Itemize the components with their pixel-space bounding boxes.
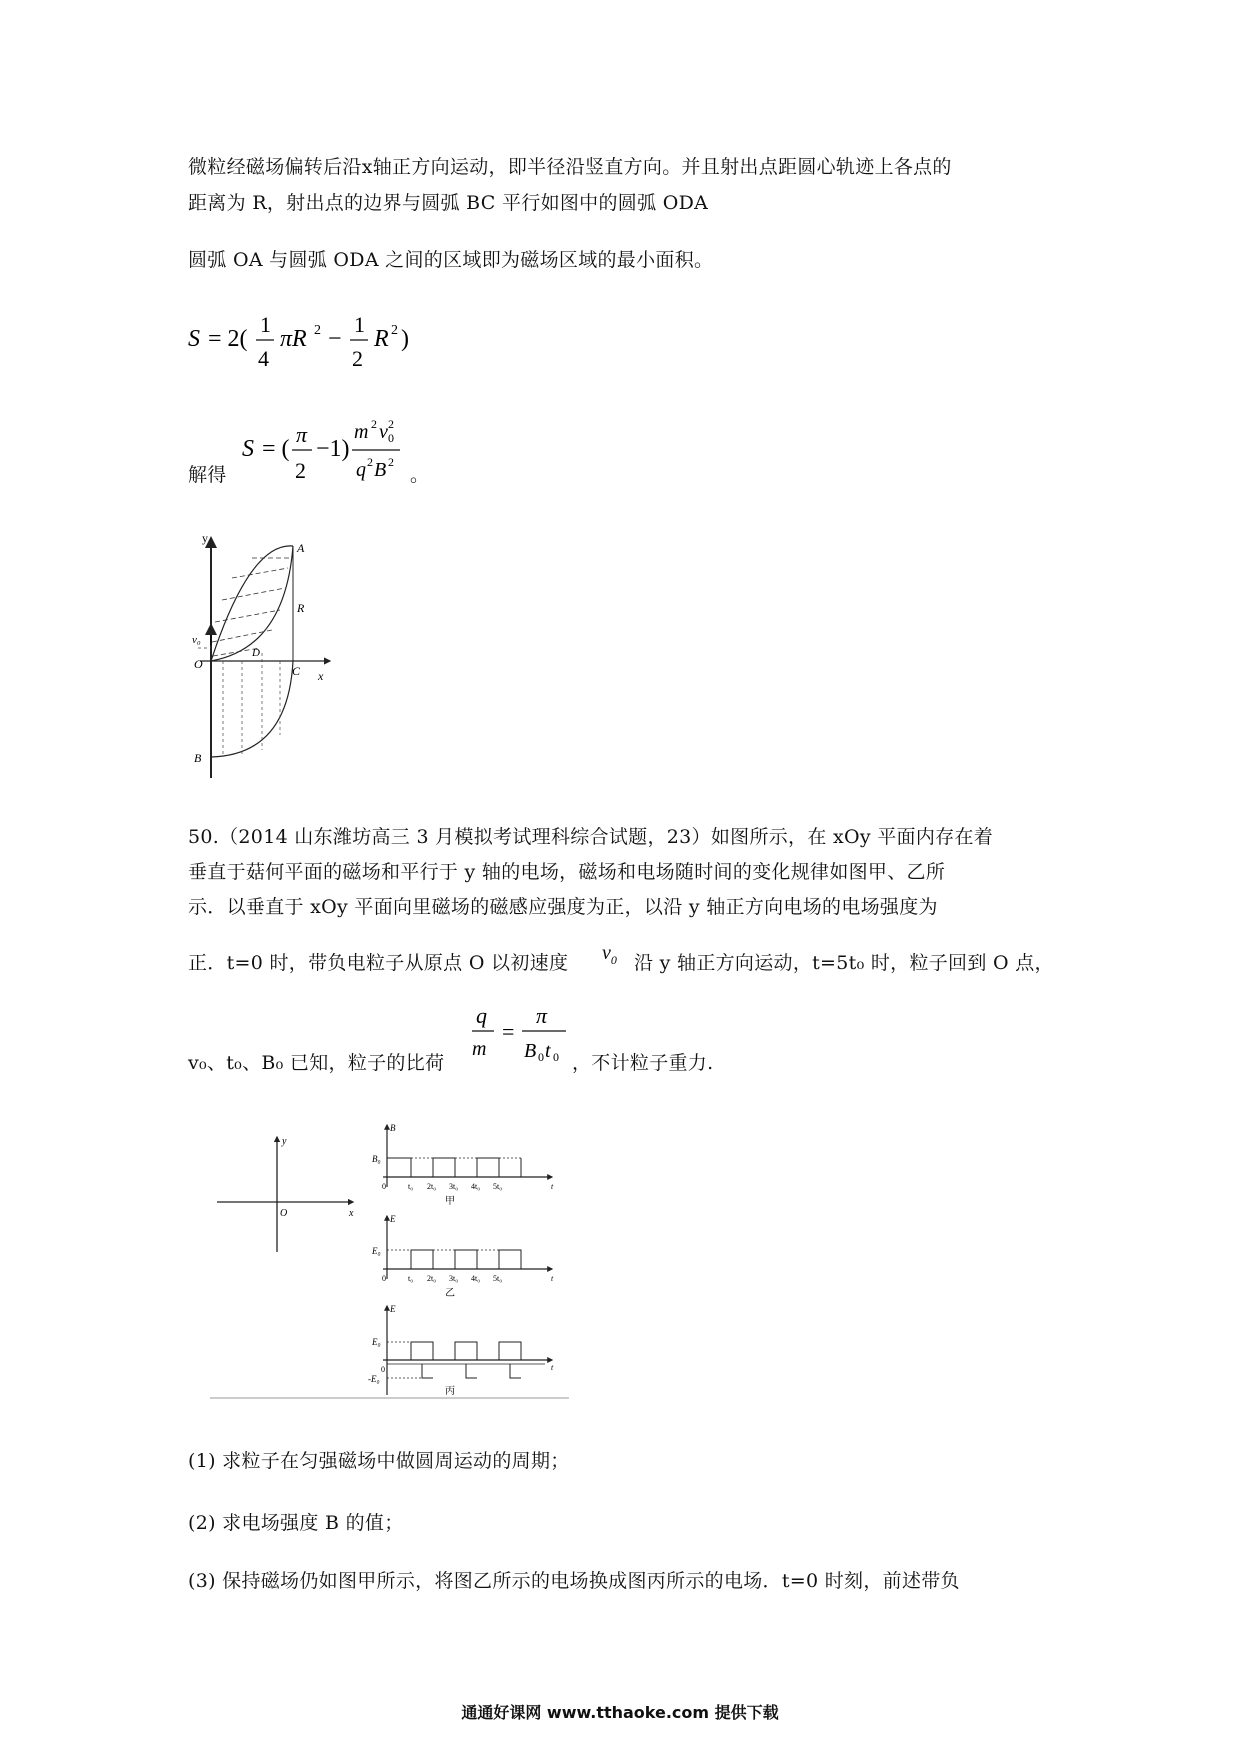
bing-zero: 0 [381, 1365, 385, 1374]
svg-text:t: t [545, 1040, 551, 1062]
fig1-label-C: C [292, 664, 301, 678]
svg-text:1: 1 [260, 312, 271, 337]
svg-text:0: 0 [538, 1050, 544, 1064]
svg-text:2: 2 [371, 417, 377, 431]
xoy-plane [217, 1136, 354, 1252]
fig2-label-y: y [282, 1136, 287, 1147]
area-formula [188, 310, 418, 372]
svg-text:): ) [401, 326, 409, 352]
jia-tick: 3t₀ [449, 1182, 459, 1191]
chart-jia-B [372, 1123, 554, 1207]
text-line: 沿 y 轴正方向运动，t=5t₀ 时，粒子回到 O 点， [634, 952, 1054, 974]
yi-zero: 0 [382, 1274, 386, 1283]
jia-tick: t₀ [408, 1182, 414, 1191]
svg-text:2: 2 [391, 323, 398, 338]
text-line: 微粒经磁场偏转后沿x轴正方向运动，即半径沿竖直方向。并且射出点距圆心轨迹上各点的 [188, 156, 952, 178]
caption-yi: 乙 [445, 1288, 455, 1299]
yi-tick: t₀ [408, 1274, 414, 1283]
text-line: v₀、t₀、B₀ 已知，粒子的比荷 [188, 1052, 445, 1074]
svg-text:m: m [472, 1038, 487, 1060]
solve-end: 。 [410, 464, 430, 486]
svg-text:= 2(: = 2( [208, 326, 248, 352]
page-footer: 通通好课网 www.tthaoke.com 提供下载 [461, 1703, 779, 1722]
text-line: 示．以垂直于 xOy 平面向里磁场的磁感应强度为正，以沿 y 轴正方向电场的电场强度为 [188, 896, 938, 918]
fig2-label-x: x [349, 1208, 354, 1219]
sub-question-3: (3) 保持磁场仍如图甲所示，将图乙所示的电场换成图丙所示的电场．t=0 时刻，前述带负 [188, 1570, 960, 1592]
fig2-label-O: O [280, 1208, 288, 1219]
svg-text:S: S [242, 436, 254, 462]
svg-text:π: π [296, 422, 308, 447]
jia-tick: 5t₀ [493, 1182, 503, 1191]
fig1-label-A: A [297, 541, 305, 555]
svg-text:πR: πR [280, 326, 307, 352]
svg-text:2: 2 [388, 417, 394, 431]
yi-tick: 2t₀ [427, 1274, 437, 1283]
solve-label: 解得 [188, 464, 227, 486]
svg-text:2: 2 [388, 455, 394, 469]
bing-label-E0: E₀ [372, 1337, 381, 1347]
yi-tick: 4t₀ [471, 1274, 481, 1283]
svg-text:m: m [354, 421, 369, 443]
yi-label-E0: E₀ [372, 1246, 381, 1256]
bing-axis-E: E [390, 1304, 396, 1314]
jia-tick: 2t₀ [427, 1182, 437, 1191]
yi-tick: 5t₀ [493, 1274, 503, 1283]
caption-bing: 丙 [445, 1386, 455, 1397]
text-line: 正．t=0 时，带负电粒子从原点 O 以初速度 [188, 952, 569, 974]
svg-text:2: 2 [352, 346, 363, 371]
svg-text:1: 1 [354, 312, 365, 337]
svg-text:S: S [188, 326, 200, 352]
svg-text:0: 0 [553, 1050, 559, 1064]
figure-field-graphs [205, 1112, 575, 1402]
svg-text:B: B [374, 459, 387, 481]
svg-text:2: 2 [367, 455, 373, 469]
svg-text:q: q [356, 459, 366, 481]
text-line: 50.（2014 山东潍坊高三 3 月模拟考试理科综合试题，23）如图所示，在 xOy 平面内存在着 [188, 826, 994, 848]
svg-text:2: 2 [295, 458, 306, 483]
result-formula [240, 410, 410, 490]
text-line: 垂直于菇何平面的磁场和平行于 y 轴的电场，磁场和电场随时间的变化规律如图甲、乙所 [188, 861, 946, 883]
yi-axis-E: E [390, 1214, 396, 1224]
figure-magnetic-region [180, 530, 360, 780]
text-line: 距离为 R，射出点的边界与圆弧 BC 平行如图中的圆弧 ODA [188, 192, 709, 214]
jia-axis-t: t [551, 1182, 554, 1191]
charge-ratio-formula [470, 995, 570, 1071]
caption-jia: 甲 [445, 1196, 455, 1207]
svg-text:=: = [502, 1019, 515, 1044]
svg-text:2: 2 [314, 323, 321, 338]
svg-text:0: 0 [388, 431, 394, 445]
chart-yi-E [371, 1214, 554, 1299]
text-line: 圆弧 OA 与圆弧 ODA 之间的区域即为磁场区域的最小面积。 [188, 249, 714, 271]
sub-question-2: (2) 求电场强度 B 的值； [188, 1512, 404, 1534]
fig1-label-v0: v₀ [192, 634, 201, 646]
svg-text:B: B [524, 1040, 537, 1062]
v0-symbol: $v_0$ [602, 942, 617, 967]
yi-axis-t: t [551, 1274, 554, 1283]
jia-axis-B: B [390, 1123, 396, 1133]
text-line: ，不计粒子重力. [572, 1052, 714, 1074]
jia-label-B0: B₀ [372, 1154, 381, 1164]
svg-text:4: 4 [258, 346, 269, 371]
bing-label-negE0: -E₀ [368, 1374, 380, 1384]
svg-text:v: v [379, 421, 388, 443]
chart-bing-E [368, 1304, 554, 1397]
svg-text:R: R [374, 326, 389, 352]
yi-tick: 3t₀ [449, 1274, 459, 1283]
fig1-label-B: B [194, 751, 202, 765]
jia-zero: 0 [382, 1182, 386, 1191]
sub-question-1: (1) 求粒子在匀强磁场中做圆周运动的周期； [188, 1450, 570, 1472]
svg-text:= (: = ( [262, 436, 290, 462]
jia-tick: 4t₀ [471, 1182, 481, 1191]
fig1-label-D: D [252, 647, 260, 659]
fig1-label-y: y [202, 531, 208, 545]
fig1-label-x: x [318, 669, 324, 683]
svg-text:−1): −1) [316, 436, 350, 462]
fig1-label-R: R [297, 601, 305, 615]
bing-axis-t: t [551, 1363, 554, 1372]
svg-text:q: q [476, 1003, 487, 1028]
svg-text:π: π [536, 1003, 548, 1028]
svg-text:−: − [328, 326, 342, 352]
fig1-label-O: O [194, 657, 203, 671]
